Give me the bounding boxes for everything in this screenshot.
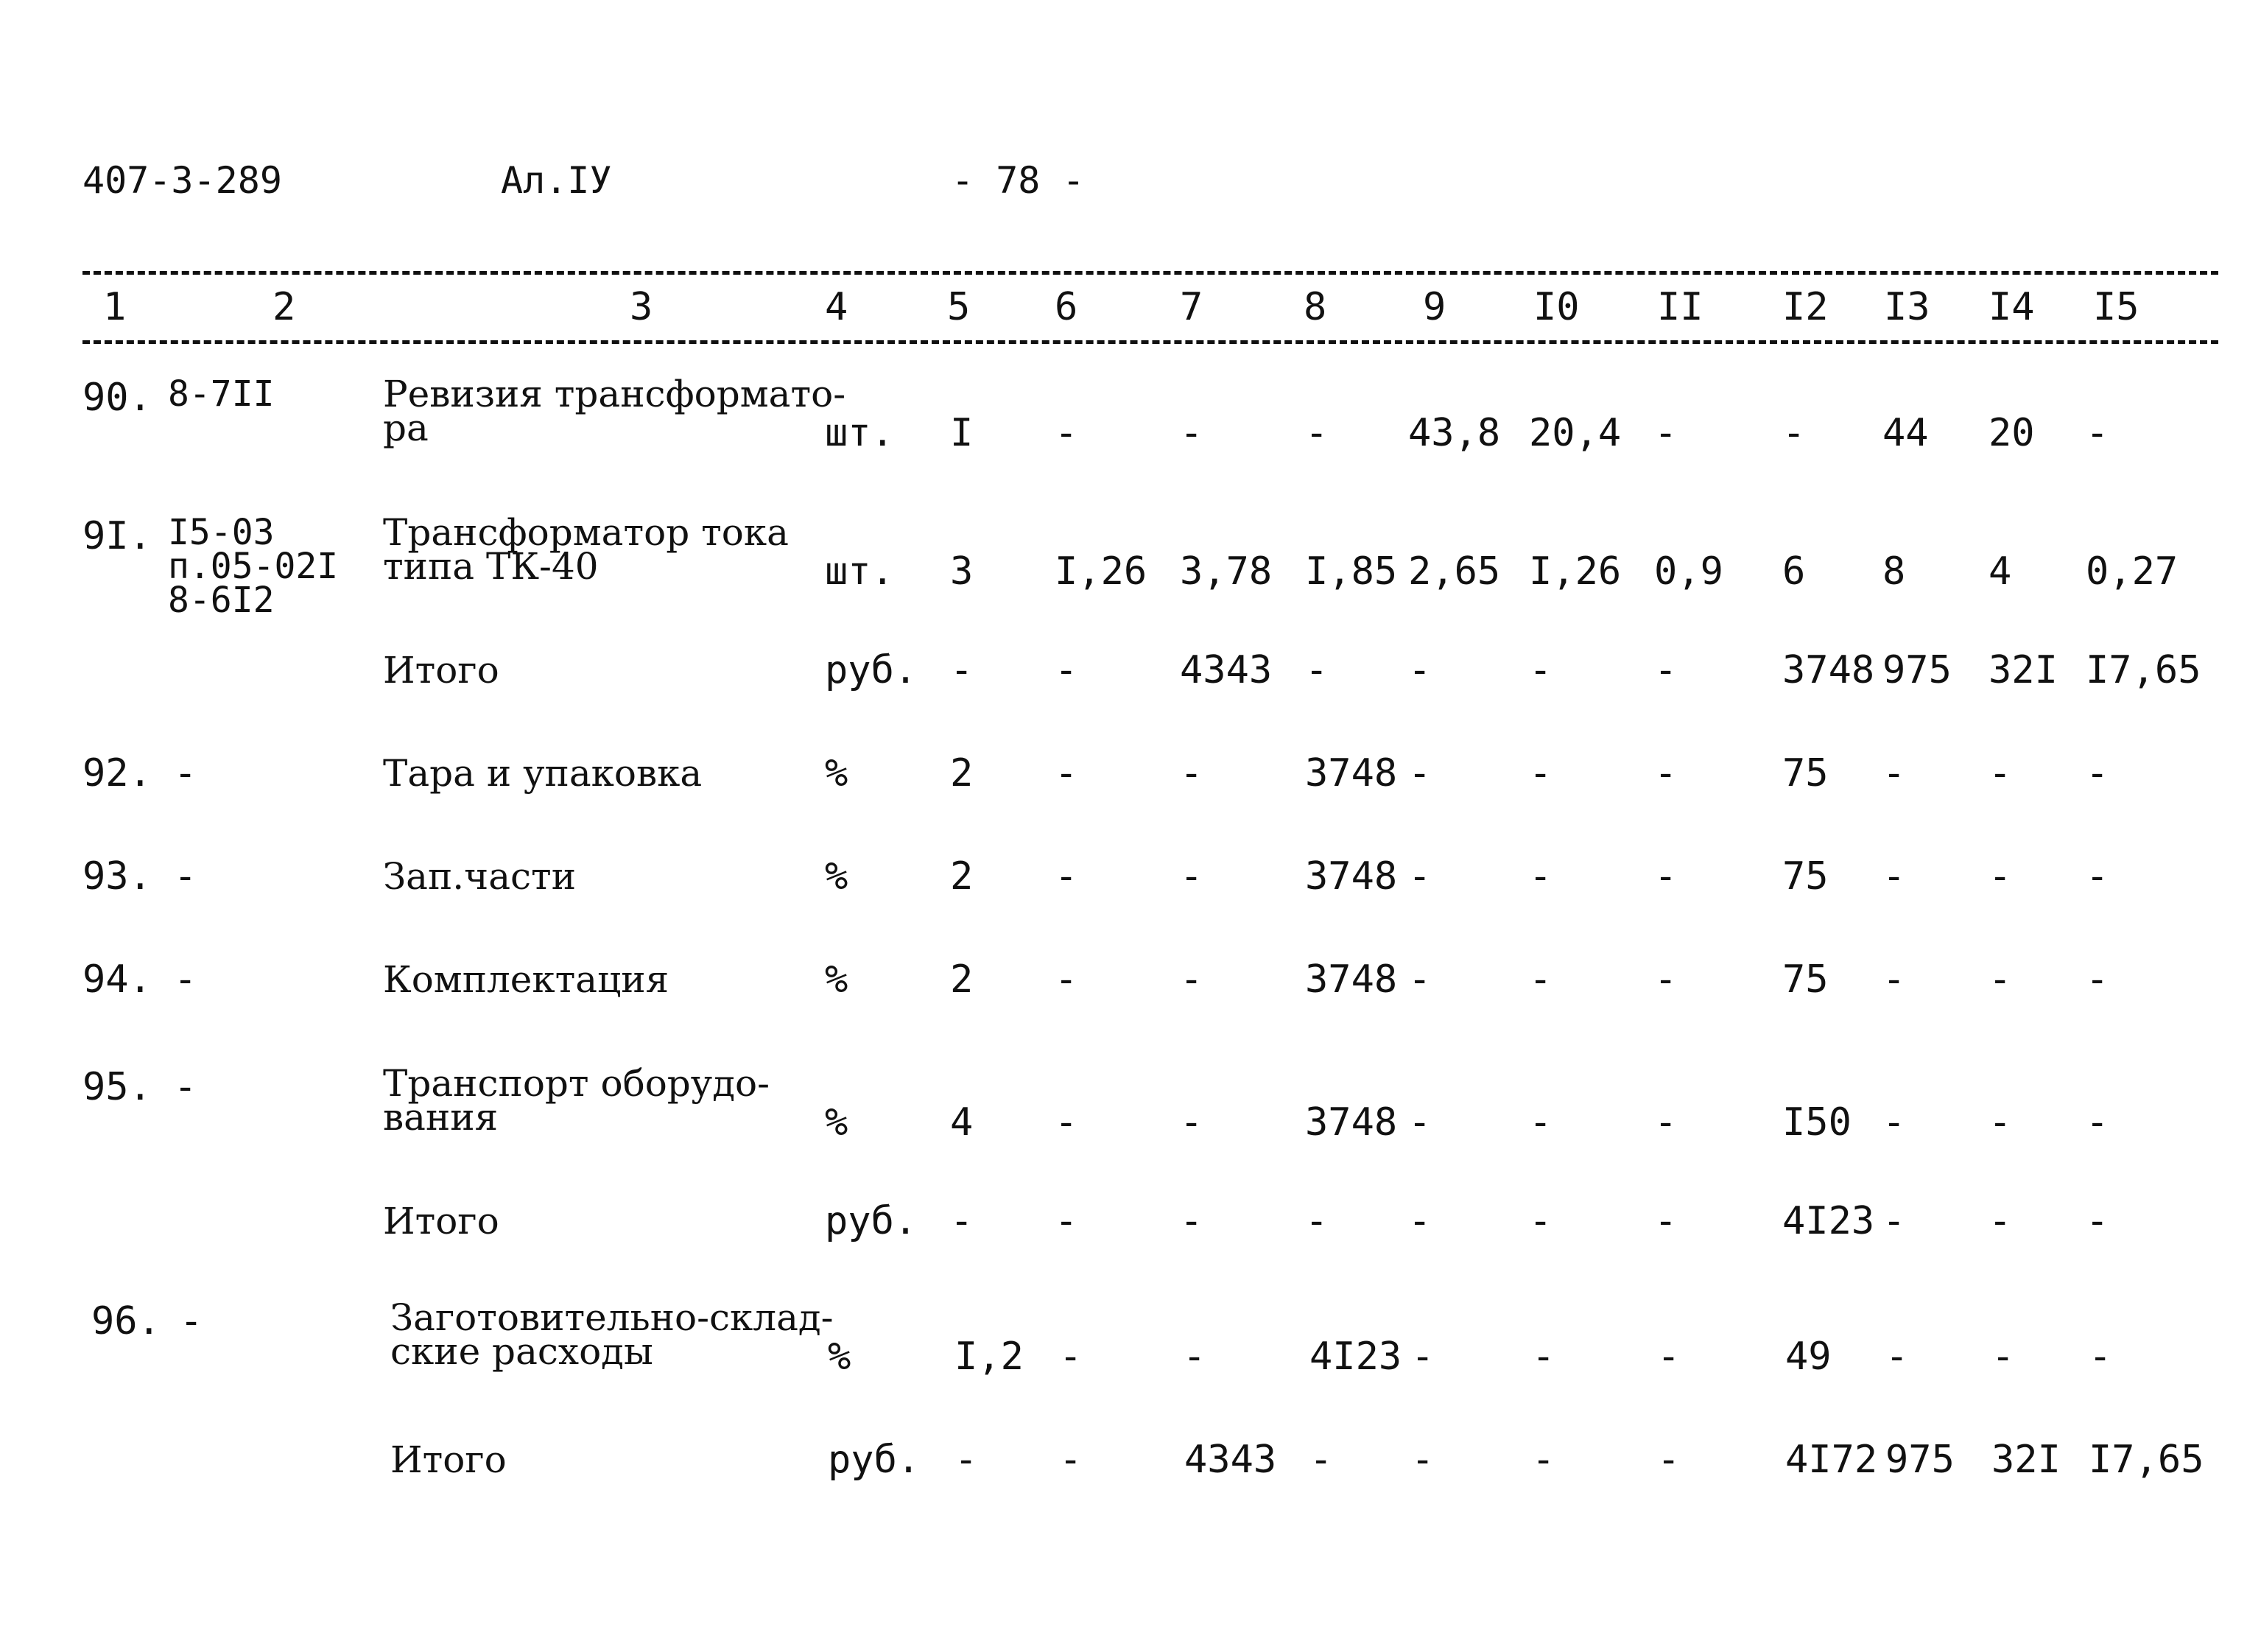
row-number: 9I. xyxy=(82,514,152,558)
cell-col15: - xyxy=(2086,1199,2109,1243)
cell-col13: - xyxy=(1882,957,1906,1002)
cell-col15: - xyxy=(2089,1335,2112,1379)
column-number: I3 xyxy=(1884,285,1930,329)
unit-cell: % xyxy=(825,751,848,795)
cell-col9: - xyxy=(1411,1438,1435,1482)
cell-col7: - xyxy=(1180,1199,1203,1243)
column-number: I4 xyxy=(1989,285,2035,329)
album-label: Ал.IУ xyxy=(501,159,612,202)
cell-col14: 32I xyxy=(1989,648,2058,692)
cell-col15: - xyxy=(2086,411,2109,455)
rate-code: 8-7II xyxy=(168,373,275,415)
unit-cell: % xyxy=(828,1335,851,1379)
column-number: 7 xyxy=(1180,285,1203,329)
cell-col5: - xyxy=(950,1199,974,1243)
cell-col12: 3748 xyxy=(1782,648,1875,692)
item-name: Заготовительно-склад- ские расходы xyxy=(390,1296,834,1373)
cell-col13: 8 xyxy=(1882,549,1906,594)
cell-col13: - xyxy=(1885,1335,1909,1379)
rate-code: - xyxy=(174,751,197,795)
cell-col9: - xyxy=(1408,854,1432,899)
column-number: I5 xyxy=(2093,285,2139,329)
cell-col11: - xyxy=(1654,648,1678,692)
unit-cell: шт. xyxy=(825,549,894,594)
unit-cell: шт. xyxy=(825,411,894,455)
item-name: Транспорт оборудо- вания xyxy=(383,1062,770,1139)
unit-cell: % xyxy=(825,1100,848,1145)
cell-col8: - xyxy=(1305,1199,1329,1243)
cell-col15: - xyxy=(2086,1100,2109,1145)
cell-col14: - xyxy=(1991,1335,2015,1379)
cell-col13: - xyxy=(1882,751,1906,795)
cell-col11: - xyxy=(1654,1100,1678,1145)
cell-col6: - xyxy=(1055,411,1078,455)
cell-col6: - xyxy=(1055,648,1078,692)
cell-col14: - xyxy=(1989,957,2012,1002)
unit-cell: руб. xyxy=(828,1438,921,1482)
cell-col7: - xyxy=(1180,854,1203,899)
cell-col10: 20,4 xyxy=(1529,411,1622,455)
cell-col13: - xyxy=(1882,1199,1906,1243)
cell-col15: - xyxy=(2086,751,2109,795)
cell-col6: - xyxy=(1055,1100,1078,1145)
cell-col12: 49 xyxy=(1785,1335,1832,1379)
table-row xyxy=(0,856,2261,959)
item-name: Итого xyxy=(390,1438,507,1481)
unit-cell: руб. xyxy=(825,648,918,692)
cell-col6: - xyxy=(1055,854,1078,899)
cell-col9: - xyxy=(1408,1100,1432,1145)
cell-col14: 32I xyxy=(1991,1438,2061,1482)
item-name: Комплектация xyxy=(383,958,669,1001)
cell-col7: 4343 xyxy=(1184,1438,1277,1482)
page-number: - 78 - xyxy=(952,159,1085,202)
cell-col12: 4I72 xyxy=(1785,1438,1878,1482)
table-row xyxy=(0,1062,2261,1170)
cell-col15: 0,27 xyxy=(2086,549,2179,594)
cell-col8: 3748 xyxy=(1305,957,1398,1002)
cell-col14: - xyxy=(1989,1100,2012,1145)
cell-col5: 2 xyxy=(950,751,974,795)
cell-col8: 3748 xyxy=(1305,1100,1398,1145)
rate-code: I5-03 п.05-02I 8-6I2 xyxy=(168,512,339,621)
document-number: 407-3-289 xyxy=(82,159,282,202)
cell-col5: 2 xyxy=(950,957,974,1002)
table-row xyxy=(0,511,2261,621)
cell-col7: - xyxy=(1183,1335,1206,1379)
table-row xyxy=(0,959,2261,1062)
cell-col10: I,26 xyxy=(1529,549,1622,594)
cell-col7: - xyxy=(1180,751,1203,795)
cell-col11: - xyxy=(1657,1335,1681,1379)
cell-col6: - xyxy=(1059,1335,1083,1379)
table-row xyxy=(0,1296,2261,1404)
cell-col13: 975 xyxy=(1882,648,1952,692)
cell-col7: - xyxy=(1180,957,1203,1002)
cell-col9: - xyxy=(1408,648,1432,692)
cell-col13: 44 xyxy=(1882,411,1929,455)
item-name: Зап.части xyxy=(383,855,577,898)
unit-cell: руб. xyxy=(825,1199,918,1243)
cell-col15: - xyxy=(2086,854,2109,899)
column-number: 4 xyxy=(825,285,848,329)
cell-col14: - xyxy=(1989,1199,2012,1243)
cell-col7: 3,78 xyxy=(1180,549,1273,594)
row-number: 92. xyxy=(82,751,152,795)
cell-col9: 2,65 xyxy=(1408,549,1501,594)
cell-col7: - xyxy=(1180,1100,1203,1145)
cell-col14: 20 xyxy=(1989,411,2035,455)
cell-col14: - xyxy=(1989,854,2012,899)
cell-col12: 75 xyxy=(1782,957,1829,1002)
cell-col9: - xyxy=(1408,957,1432,1002)
cell-col13: 975 xyxy=(1885,1438,1955,1482)
cell-col5: 4 xyxy=(950,1100,974,1145)
column-number: 8 xyxy=(1304,285,1327,329)
rate-code: - xyxy=(174,957,197,1002)
cell-col5: - xyxy=(954,1438,978,1482)
cell-col10: - xyxy=(1532,1335,1555,1379)
cell-col10: - xyxy=(1529,648,1553,692)
cell-col5: 2 xyxy=(950,854,974,899)
cell-col12: 75 xyxy=(1782,854,1829,899)
cell-col10: - xyxy=(1529,957,1553,1002)
cell-col11: - xyxy=(1654,1199,1678,1243)
cell-col8: - xyxy=(1305,411,1329,455)
cell-col11: - xyxy=(1654,411,1678,455)
cell-col13: - xyxy=(1882,1100,1906,1145)
unit-cell: % xyxy=(825,854,848,899)
cell-col8: 3748 xyxy=(1305,751,1398,795)
rate-code: - xyxy=(180,1299,203,1343)
cell-col9: - xyxy=(1411,1335,1435,1379)
cell-col6: - xyxy=(1055,957,1078,1002)
column-number: I2 xyxy=(1782,285,1829,329)
cell-col12: 4I23 xyxy=(1782,1199,1875,1243)
cell-col12: - xyxy=(1782,411,1806,455)
row-number: 94. xyxy=(82,957,152,1002)
column-number: I0 xyxy=(1533,285,1580,329)
cell-col15: I7,65 xyxy=(2089,1438,2204,1482)
cell-col5: 3 xyxy=(950,549,974,594)
cell-col5: - xyxy=(950,648,974,692)
item-name: Итого xyxy=(383,649,499,692)
total-row xyxy=(0,1201,2261,1304)
cell-col9: 43,8 xyxy=(1408,411,1501,455)
cell-col10: - xyxy=(1529,1100,1553,1145)
cell-col7: - xyxy=(1180,411,1203,455)
row-number: 95. xyxy=(82,1065,152,1109)
table-row xyxy=(0,373,2261,480)
cell-col11: - xyxy=(1657,1438,1681,1482)
cell-col11: - xyxy=(1654,751,1678,795)
column-number: 9 xyxy=(1423,285,1446,329)
item-name: Тара и упаковка xyxy=(383,752,703,795)
cell-col9: - xyxy=(1408,751,1432,795)
cell-col9: - xyxy=(1408,1199,1432,1243)
table-row xyxy=(0,753,2261,856)
cell-col12: 6 xyxy=(1782,549,1806,594)
cell-col6: - xyxy=(1055,1199,1078,1243)
cell-col6: I,26 xyxy=(1055,549,1147,594)
row-number: 93. xyxy=(82,854,152,899)
cell-col11: 0,9 xyxy=(1654,549,1723,594)
cell-col7: 4343 xyxy=(1180,648,1273,692)
item-name: Трансформатор тока типа ТК-40 xyxy=(383,511,789,588)
cell-col8: I,85 xyxy=(1305,549,1398,594)
cell-col14: - xyxy=(1989,751,2012,795)
unit-cell: % xyxy=(825,957,848,1002)
rate-code: - xyxy=(174,854,197,899)
column-number: 6 xyxy=(1055,285,1078,329)
rate-code: - xyxy=(174,1065,197,1109)
cell-col10: - xyxy=(1529,854,1553,899)
cell-col12: 75 xyxy=(1782,751,1829,795)
column-number: 5 xyxy=(947,285,971,329)
cell-col13: - xyxy=(1882,854,1906,899)
cell-col8: - xyxy=(1309,1438,1333,1482)
column-number: 3 xyxy=(630,285,653,329)
column-number: II xyxy=(1657,285,1703,329)
cell-col8: - xyxy=(1305,648,1329,692)
cell-col5: I,2 xyxy=(954,1335,1024,1379)
cell-col8: 4I23 xyxy=(1309,1335,1402,1379)
cell-col10: - xyxy=(1529,1199,1553,1243)
cell-col5: I xyxy=(950,411,974,455)
cell-col15: - xyxy=(2086,957,2109,1002)
column-number: 1 xyxy=(103,285,127,329)
cell-col6: - xyxy=(1059,1438,1083,1482)
total-row xyxy=(0,650,2261,753)
cell-col12: I50 xyxy=(1782,1100,1852,1145)
cell-col10: - xyxy=(1532,1438,1555,1482)
row-number: 96. xyxy=(91,1299,161,1343)
cell-col10: - xyxy=(1529,751,1553,795)
item-name: Ревизия трансформато- ра xyxy=(383,373,846,449)
cell-col6: - xyxy=(1055,751,1078,795)
column-number: 2 xyxy=(272,285,296,329)
cell-col15: I7,65 xyxy=(2086,648,2201,692)
cell-col8: 3748 xyxy=(1305,854,1398,899)
cell-col14: 4 xyxy=(1989,549,2012,594)
row-number: 90. xyxy=(82,376,152,420)
cell-col11: - xyxy=(1654,854,1678,899)
item-name: Итого xyxy=(383,1200,499,1242)
total-row xyxy=(0,1439,2261,1542)
cell-col11: - xyxy=(1654,957,1678,1002)
